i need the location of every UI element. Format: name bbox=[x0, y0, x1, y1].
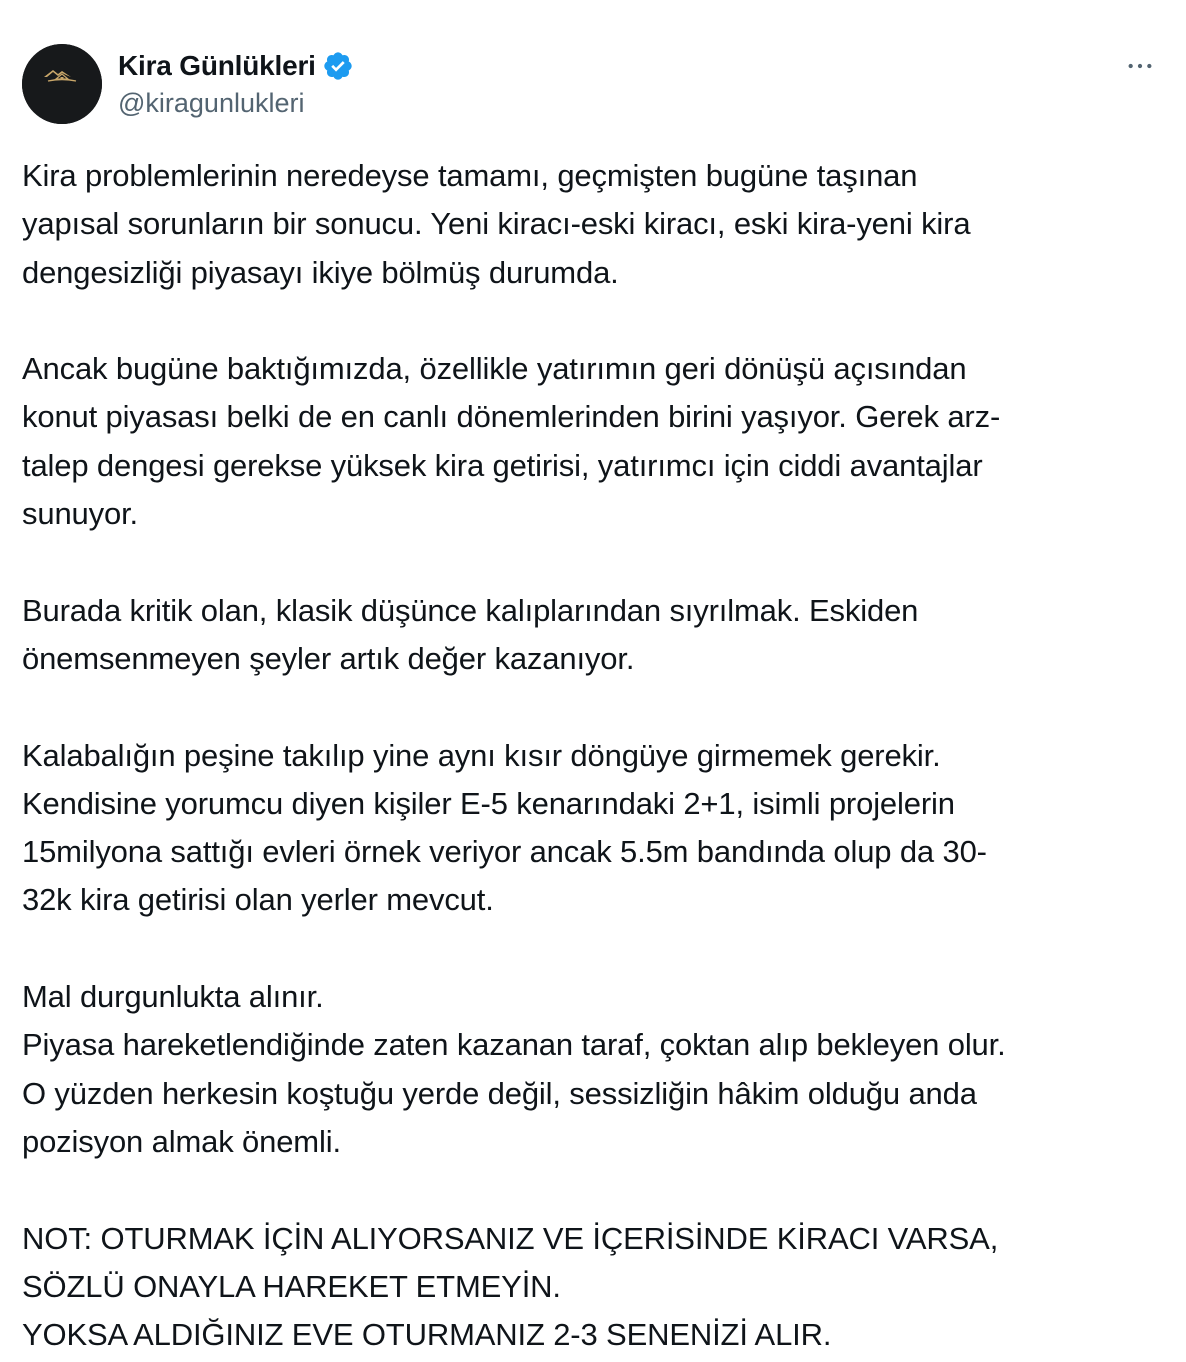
name-row bbox=[118, 46, 354, 86]
paragraph bbox=[22, 587, 1172, 684]
paragraph bbox=[22, 973, 1172, 1166]
text-line: Kendisine yorumcu diyen kişiler E-5 kenarındaki 2+1, isimli projelerin bbox=[22, 785, 955, 821]
text-line: NOT: OTURMAK İÇİN ALIYORSANIZ VE İÇERİSİNDE KİRACI VARSA, bbox=[22, 1220, 999, 1256]
tweet-header bbox=[22, 44, 1162, 126]
text-line: Mal durgunlukta alınır. bbox=[22, 979, 324, 1015]
avatar-logo bbox=[22, 44, 102, 124]
paragraph bbox=[22, 152, 1172, 297]
avatar[interactable] bbox=[22, 44, 102, 124]
text-line: YOKSA ALDIĞINIZ EVE OTURMANIZ 2-3 SENENİZİ ALIR. bbox=[22, 1317, 832, 1353]
text-line: Kalabalığın peşine takılıp yine aynı kısır döngüye girmemek gerekir. bbox=[22, 737, 941, 773]
paragraph bbox=[22, 1215, 1172, 1360]
text-line: yapısal sorunların bir sonucu. Yeni kiracı-eski kiracı, eski kira-yeni kira bbox=[22, 206, 971, 242]
text-line: dengesizliği piyasayı ikiye bölmüş durumda. bbox=[22, 254, 619, 290]
text-line: pozisyon almak önemli. bbox=[22, 1123, 341, 1159]
paragraph bbox=[22, 345, 1172, 538]
tweet-text bbox=[22, 152, 1172, 1359]
text-line: konut piyasası belki de en canlı dönemlerinden birini yaşıyor. Gerek arz- bbox=[22, 399, 1001, 435]
text-line: Burada kritik olan, klasik düşünce kalıplarından sıyrılmak. Eskiden bbox=[22, 592, 919, 628]
text-line: O yüzden herkesin koştuğu yerde değil, sessizliğin hâkim olduğu anda bbox=[22, 1075, 977, 1111]
text-line: 15milyona sattığı evleri örnek veriyor ancak 5.5m bandında olup da 30- bbox=[22, 834, 987, 870]
paragraph bbox=[22, 732, 1172, 925]
text-line: Piyasa hareketlendiğinde zaten kazanan taraf, çoktan alıp bekleyen olur. bbox=[22, 1027, 1006, 1063]
text-line: önemsenmeyen şeyler artık değer kazanıyor. bbox=[22, 640, 635, 676]
text-line: SÖZLÜ ONAYLA HAREKET ETMEYİN. bbox=[22, 1268, 561, 1304]
text-line: talep dengesi gerekse yüksek kira getirisi, yatırımcı için ciddi avantajlar bbox=[22, 447, 983, 483]
text-line: Kira problemlerinin neredeyse tamamı, geçmişten bugüne taşınan bbox=[22, 158, 918, 193]
display-name[interactable]: Kira Günlükleri bbox=[118, 50, 316, 81]
text-line: Ancak bugüne baktığımızda, özellikle yatırımın geri dönüşü açısından bbox=[22, 351, 967, 387]
text-line: 32k kira getirisi olan yerler mevcut. bbox=[22, 882, 494, 918]
more-options-button[interactable] bbox=[1118, 44, 1162, 88]
verified-badge-icon bbox=[322, 50, 354, 82]
user-handle[interactable]: @kiragunlukleri bbox=[118, 88, 305, 118]
more-horizontal-icon bbox=[1124, 50, 1156, 82]
text-line: sunuyor. bbox=[22, 496, 138, 532]
